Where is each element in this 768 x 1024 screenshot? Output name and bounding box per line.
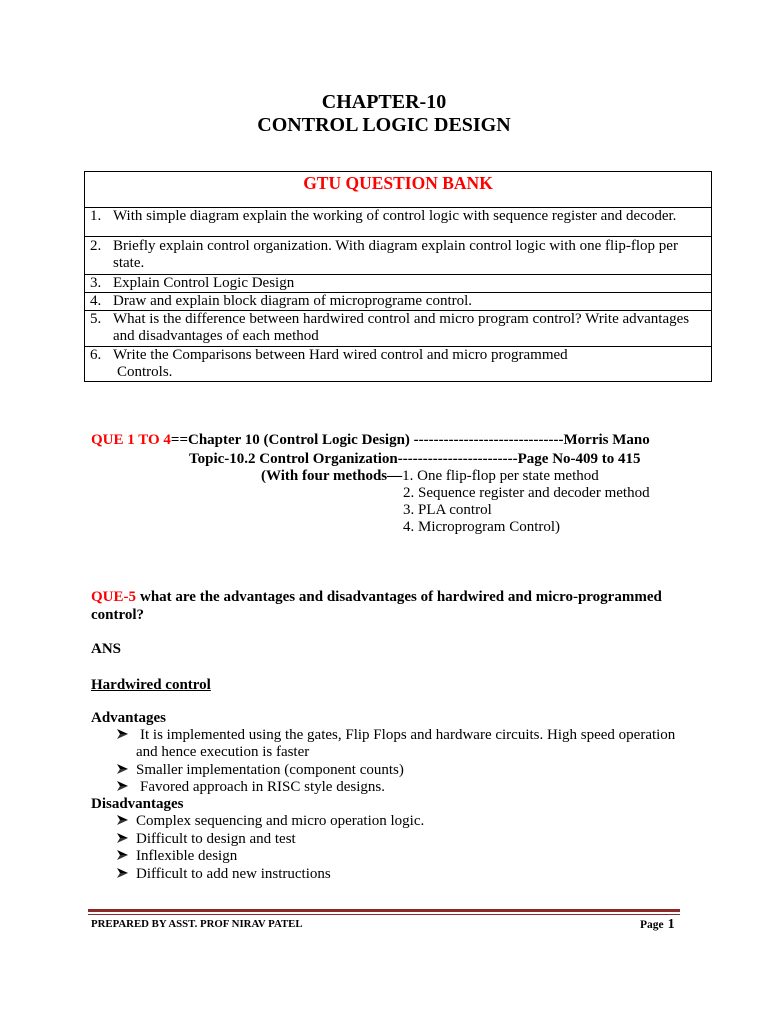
- method-item: 1. One flip-flop per state method: [402, 468, 599, 484]
- footer-prepared-by: PREPARED BY ASST. PROF NIRAV PATEL: [91, 918, 303, 930]
- que-5-question-continued: control?: [91, 607, 145, 623]
- disadvantage-item: [117, 831, 296, 848]
- disadvantage-item: [117, 866, 331, 883]
- question-text: [113, 311, 689, 345]
- chapter-reference: ==Chapter 10 (Control Logic Design) ------------------------------Morris Mano: [170, 432, 650, 448]
- answer-label: ANS: [91, 641, 122, 657]
- advantage-text-continued: and hence execution is faster: [136, 744, 310, 760]
- question-text: [113, 208, 676, 225]
- chapter-title: CONTROL LOGIC DESIGN: [257, 114, 511, 136]
- chapter-number: CHAPTER-10: [321, 91, 447, 113]
- page-label: Page: [640, 919, 664, 931]
- methods-line: [261, 468, 599, 485]
- question-row: [85, 292, 711, 310]
- arrow-bullet-icon: [117, 868, 128, 878]
- question-bank-header: [85, 172, 711, 207]
- question-text: [113, 347, 568, 381]
- advantage-text: It is implemented using the gates, Flip Flops and hardware circuits. High speed operation: [140, 727, 676, 743]
- question-row: [85, 346, 711, 381]
- que-1-to-4-line: [91, 432, 650, 449]
- question-line: With simple diagram explain the working of control logic with sequence register and decoder.: [113, 208, 677, 224]
- question-row: [85, 274, 711, 292]
- question-number: 1.: [90, 208, 102, 224]
- question-line: state.: [113, 255, 145, 271]
- question-bank-table: [84, 171, 712, 382]
- question-row: [85, 236, 711, 274]
- question-bank-title: GTU QUESTION BANK: [303, 173, 493, 193]
- que-5-label: QUE-5: [91, 589, 136, 605]
- topic-reference: Topic-10.2 Control Organization------------------------Page No-409 to 415: [189, 451, 641, 467]
- advantage-item: [117, 727, 675, 744]
- disadvantage-text: Complex sequencing and micro operation logic.: [136, 813, 425, 829]
- advantage-item: [117, 762, 404, 779]
- question-number: 5.: [90, 311, 102, 327]
- question-line: Write the Comparisons between Hard wired control and micro programmed: [113, 347, 568, 363]
- question-text: [113, 293, 472, 310]
- question-line: Explain Control Logic Design: [113, 275, 295, 291]
- arrow-bullet-icon: [117, 764, 128, 774]
- methods-intro: (With four methods—: [261, 468, 403, 484]
- question-row: [85, 207, 711, 236]
- method-item: 4. Microprogram Control): [403, 519, 561, 535]
- question-line: What is the difference between hardwired control and micro program control? Write advantages: [113, 311, 690, 327]
- question-number: 6.: [90, 347, 102, 363]
- que-5-question: what are the advantages and disadvantages of hardwired and micro-programmed: [140, 589, 662, 605]
- question-line: Briefly explain control organization. With diagram explain control logic with one flip-flop per: [113, 238, 678, 254]
- question-text: [113, 275, 294, 292]
- footer-rule-thick: [88, 909, 680, 912]
- question-number: 4.: [90, 293, 102, 309]
- disadvantage-item: [117, 848, 237, 865]
- method-item: 3. PLA control: [403, 502, 492, 518]
- footer-page-number: [640, 916, 675, 933]
- arrow-bullet-icon: [117, 833, 128, 843]
- arrow-bullet-icon: [117, 729, 128, 739]
- question-line: Controls.: [117, 364, 173, 380]
- question-line: Draw and explain block diagram of microprograme control.: [113, 293, 473, 309]
- question-row: [85, 310, 711, 346]
- advantage-text: Smaller implementation (component counts): [136, 762, 404, 778]
- disadvantage-text: Difficult to add new instructions: [136, 866, 331, 882]
- question-text: [113, 238, 678, 272]
- method-item: 2. Sequence register and decoder method: [403, 485, 650, 501]
- arrow-bullet-icon: [117, 781, 128, 791]
- arrow-bullet-icon: [117, 850, 128, 860]
- section-title: Hardwired control: [91, 677, 211, 693]
- disadvantage-text: Inflexible design: [136, 848, 238, 864]
- page-number: 1: [667, 917, 675, 932]
- disadvantage-text: Difficult to design and test: [136, 831, 296, 847]
- question-line: and disadvantages of each method: [113, 328, 319, 344]
- arrow-bullet-icon: [117, 815, 128, 825]
- advantage-text: Favored approach in RISC style designs.: [140, 779, 385, 795]
- disadvantage-item: [117, 813, 424, 830]
- footer-rule-thin: [88, 914, 680, 915]
- que-5-line: [91, 589, 662, 606]
- question-number: 2.: [90, 238, 102, 254]
- que-1-to-4-label: QUE 1 TO 4: [91, 432, 171, 448]
- advantages-heading: Advantages: [91, 710, 167, 726]
- advantage-item: [117, 779, 385, 796]
- disadvantages-heading: Disadvantages: [91, 796, 184, 812]
- question-number: 3.: [90, 275, 102, 291]
